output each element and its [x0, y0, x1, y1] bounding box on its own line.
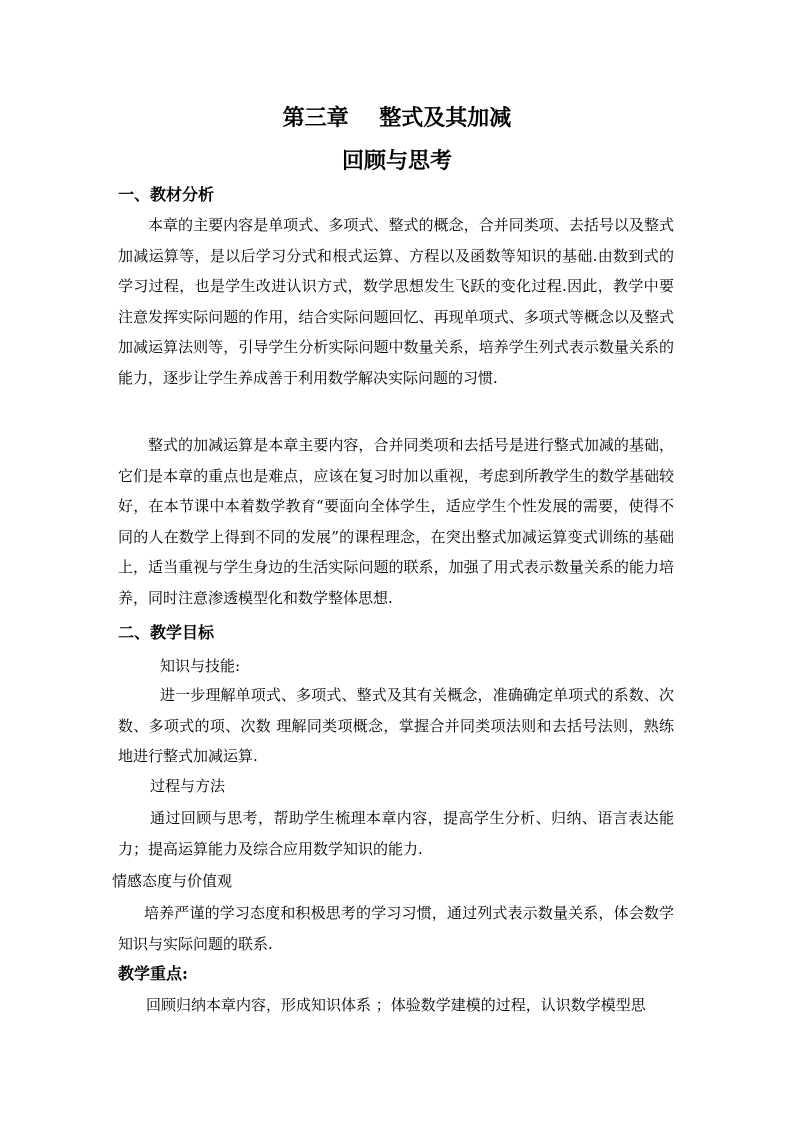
section-heading-analysis: 一、教材分析 — [118, 185, 215, 204]
goal-paragraph-process: 通过回顾与思考，帮助学生梳理本章内容，提高学生分析、归纳、语言表达能力；提高运算能力及综合应用数学知识的能力. — [118, 809, 674, 858]
page-title: 第三章 整式及其加减 — [282, 105, 512, 131]
goal-subheading-knowledge: 知识与技能: — [160, 657, 241, 675]
goal-subheading-attitude: 情感态度与价值观 — [112, 872, 233, 890]
analysis-paragraph-1: 本章的主要内容是单项式、多项式、整式的概念，合并同类项、去括号以及整式加减运算等，是以后学习分式和根式运算、方程以及函数等知识的基础.由数到式的学习过程，也是学生改进认识方式，数学思想发生飞跃的变化过程.因此，教学中要注意发挥实际问题的作用，结合实际问题回忆、再现单项式、多项式等概念以及整式加减运算法则等，引导学生分析实际问题中数量关系，培养学生列式表示数量关系的能力，逐步让学生养成善于利用数学解决实际问题的习惯. — [118, 216, 674, 387]
key-points-paragraph: 回顾归纳本章内容，形成知识体系 ；体验数学建模的过程，认识数学模型思 — [146, 996, 646, 1014]
goal-paragraph-attitude: 培养严谨的学习态度和积极思考的学习习惯，通过列式表示数量关系，体会数学知识与实际问题的联系. — [118, 904, 674, 953]
goal-subheading-process: 过程与方法 — [150, 777, 226, 795]
page-subtitle: 回顾与思考 — [341, 148, 452, 174]
section-heading-key-points: 教学重点: — [118, 964, 188, 983]
goal-paragraph-knowledge: 进一步理解单项式、多项式、整式及其有关概念，准确确定单项式的系数、次数、多项式的项、次数 理解同类项概念，掌握合并同类项法则和去括号法则，熟练地进行整式加减运算. — [118, 686, 674, 765]
analysis-paragraph-2: 整式的加减运算是本章主要内容，合并同类项和去括号是进行整式加减的基础，它们是本章的重点也是难点，应该在复习时加以重视，考虑到所教学生的数学基础较好，在本节课中本着数学教育“要面向全体学生，适应学生个性发展的需要，使得不同的人在数学上得到不同的发展”的课程理念，在突出整式加减运算变式训练的基础上，适当重视与学生身边的生活实际问题的联系，加强了用式表示数量关系的能力培养，同时注意渗透模型化和数学整体思想. — [118, 436, 674, 607]
section-heading-goals: 二、教学目标 — [118, 623, 215, 642]
